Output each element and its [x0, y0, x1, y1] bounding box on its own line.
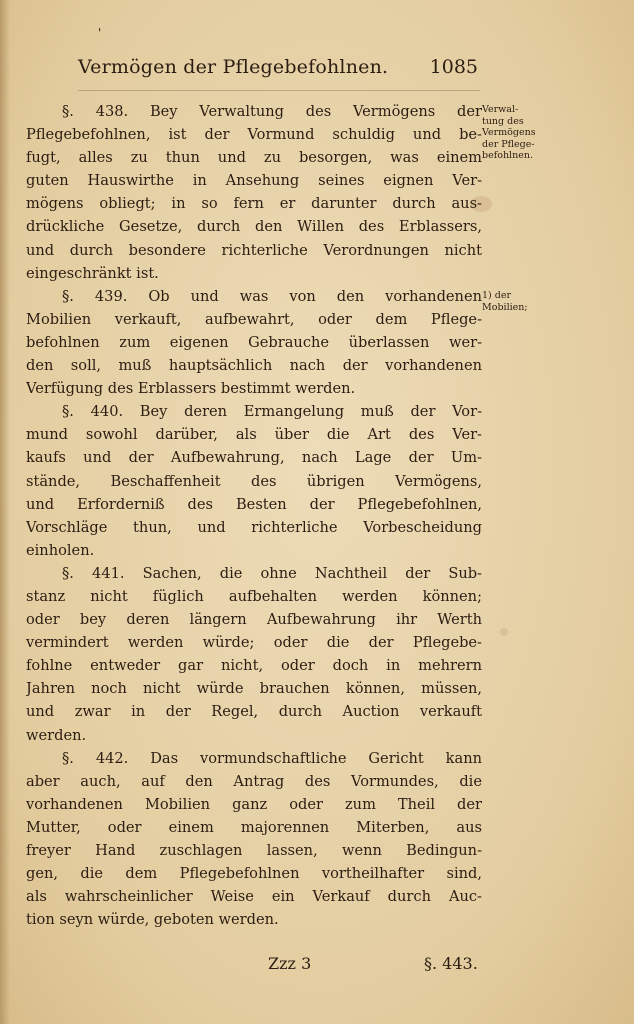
text-line: den soll, muß hauptsächlich nach der vorhandenen: [26, 357, 482, 375]
text-line: stanz nicht füglich aufbehalten werden können;: [26, 587, 482, 605]
page-header: [78, 56, 478, 86]
margin-note-line: 1) der: [482, 290, 512, 301]
text-line: freyer Hand zuschlagen lassen, wenn Bedingun-: [26, 842, 482, 859]
text-line: kaufs und der Aufbewahrung, nach Lage der Um-: [26, 449, 482, 467]
text-line: vorhandenen Mobilien ganz oder zum Theil der: [26, 795, 482, 813]
text-line: §. 442. Das vormundschaftliche Gericht kann: [62, 749, 482, 767]
text-line: mund sowohl darüber, als über die Art des Ver-: [26, 426, 482, 444]
body-text: [26, 100, 482, 931]
text-line: gen, die dem Pflegebefohlnen vortheilhafter sind,: [26, 865, 482, 883]
text-line: eingeschränkt ist.: [26, 264, 159, 282]
text-line: und Erforderniß des Besten der Pflegebefohlnen,: [26, 495, 482, 513]
margin-note-line: der Pflege-: [482, 138, 535, 150]
text-line: Mutter, oder einem majorennen Miterben, aus: [26, 818, 482, 836]
paper-stain: [500, 628, 508, 636]
ink-mark: ': [98, 26, 102, 40]
text-line: §. 438. Bey Verwaltung des Vermögens der: [62, 103, 482, 120]
margin-note-line: Mobilien;: [482, 301, 528, 313]
text-line: §. 441. Sachen, die ohne Nachtheil der Sub-: [62, 564, 482, 582]
catchword: §. 443.: [424, 954, 478, 973]
text-line: tion seyn würde, geboten werden.: [26, 911, 279, 929]
page-footer: [0, 954, 634, 980]
text-line: Pflegebefohlnen, ist der Vormund schuldig und be-: [26, 126, 482, 144]
margin-note-line: tung des: [482, 115, 524, 127]
margin-note-administration: [482, 104, 632, 162]
text-line: §. 439. Ob und was von den vorhandenen: [62, 287, 482, 305]
margin-note-line: Vermögens: [482, 127, 536, 138]
text-line: vermindert werden würde; oder die der Pflegebe-: [26, 634, 482, 652]
page-number: 1085: [429, 56, 478, 78]
text-line: aber auch, auf den Antrag des Vormundes, die: [26, 772, 482, 790]
text-line: Mobilien verkauft, aufbewahrt, oder dem Pflege-: [26, 310, 482, 328]
page-edge-shadow: [0, 0, 10, 1024]
text-line: mögens obliegt; in so fern er darunter durch aus-: [26, 195, 482, 213]
text-line: §. 440. Bey deren Ermangelung muß der Vor-: [62, 403, 482, 421]
margin-note-mobilien: [482, 290, 528, 313]
margin-note-line: befohlnen.: [482, 150, 533, 161]
text-line: Jahren noch nicht würde brauchen können, müssen,: [26, 680, 482, 698]
text-line: drückliche Gesetze, durch den Willen des Erblassers,: [26, 218, 482, 236]
text-line: fohlne entweder gar nicht, oder doch in mehrern: [26, 657, 482, 675]
text-line: werden.: [26, 726, 87, 744]
text-line: Verfügung des Erblassers bestimmt werden.: [26, 380, 356, 398]
text-line: und durch besondere richterliche Verordnungen nicht: [26, 241, 482, 259]
header-rule: [78, 90, 480, 91]
text-line: befohlnen zum eigenen Gebrauche überlassen wer-: [26, 333, 482, 351]
margin-note-line: Verwal-: [482, 104, 519, 115]
text-line: Vorschläge thun, und richterliche Vorbescheidung: [26, 518, 482, 536]
text-line: als wahrscheinlicher Weise ein Verkauf durch Auc-: [26, 888, 482, 906]
text-line: guten Hauswirthe in Ansehung seines eignen Ver-: [26, 172, 482, 190]
text-line: einholen.: [26, 541, 95, 559]
running-title: Vermögen der Pflegebefohlnen.: [78, 56, 389, 78]
text-line: oder bey deren längern Aufbewahrung ihr Werth: [26, 611, 482, 629]
margin-notes: [482, 104, 632, 313]
text-line: und zwar in der Regel, durch Auction verkauft: [26, 703, 482, 721]
text-line: fugt, alles zu thun und zu besorgen, was einem: [26, 149, 482, 167]
signature-mark: Zzz 3: [268, 954, 312, 973]
text-line: stände, Beschaffenheit des übrigen Vermögens,: [26, 472, 482, 490]
